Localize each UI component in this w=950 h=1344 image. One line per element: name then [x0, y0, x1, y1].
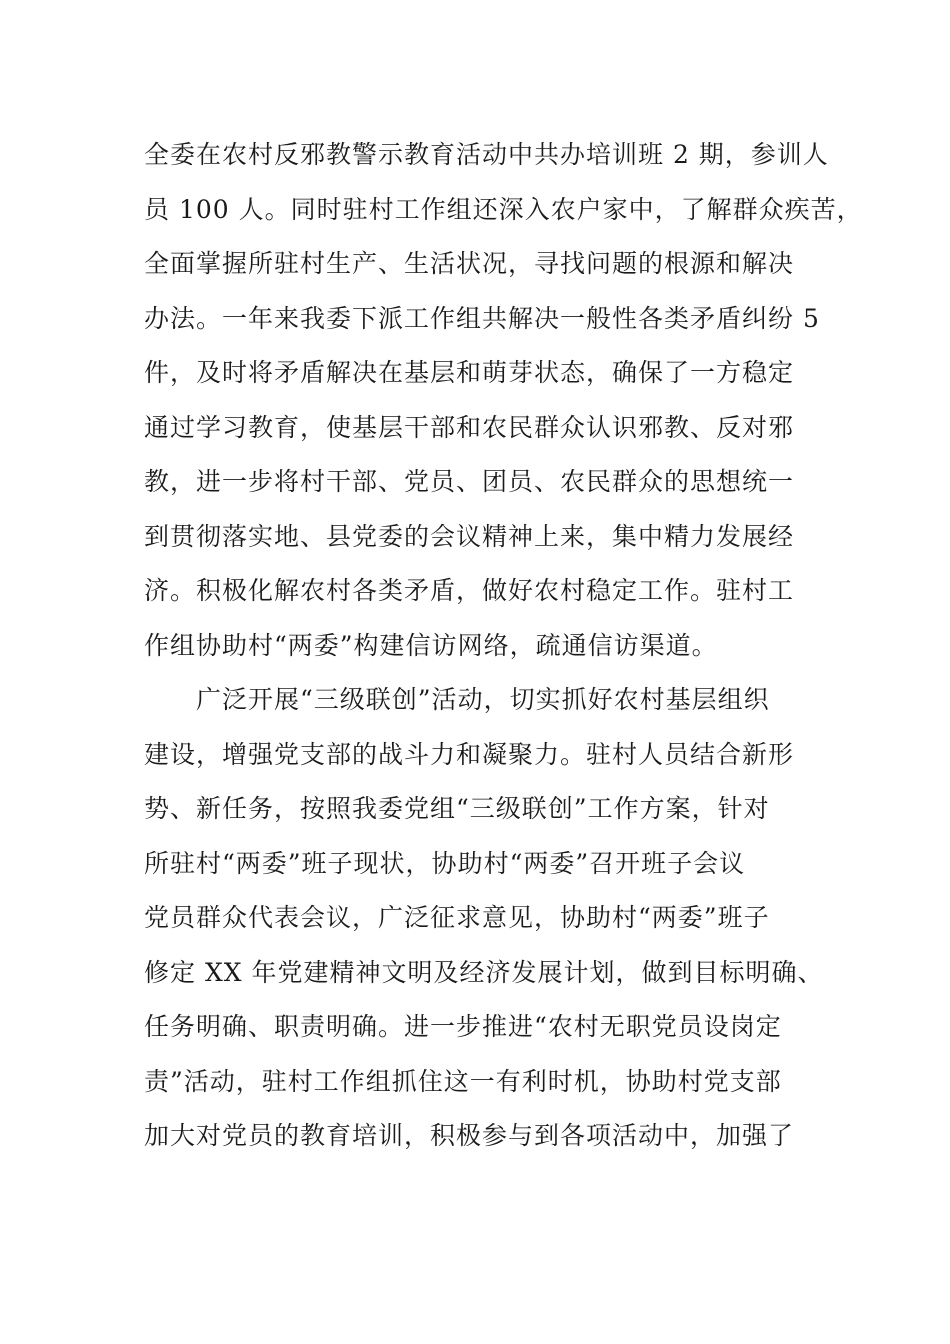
text-line: 济。积极化解农村各类矛盾，做好农村稳定工作。驻村工: [144, 576, 795, 605]
document-body: [144, 128, 863, 1164]
text-line: 党员群众代表会议，广泛征求意见，协助村“两委”班子: [144, 903, 770, 932]
text-line: 全委在农村反邪教警示教育活动中共办培训班 2 期，参训人: [144, 140, 829, 169]
text-line: 员 100 人。同时驻村工作组还深入农户家中，了解群众疾苦，: [144, 194, 863, 224]
text-line: 建设，增强党支部的战斗力和凝聚力。驻村人员结合新形: [144, 739, 795, 769]
text-line: 任务明确、职责明确。进一步推进“农村无职党员设岗定: [144, 1012, 782, 1041]
text-line: 教，进一步将村干部、党员、团员、农民群众的思想统一: [144, 467, 795, 496]
text-line: 到贯彻落实地、县党委的会议精神上来，集中精力发展经: [144, 521, 795, 551]
text-line: 所驻村“两委”班子现状，协助村“两委”召开班子会议: [144, 848, 746, 878]
text-line: 势、新任务，按照我委党组“三级联创”工作方案，针对: [144, 794, 770, 823]
text-line: 修定 XX 年党建精神文明及经济发展计划，做到目标明确、: [144, 957, 824, 987]
text-line: 通过学习教育，使基层干部和农民群众认识邪教、反对邪: [144, 412, 795, 442]
text-line: 办法。一年来我委下派工作组共解决一般性各类矛盾纠纷 5: [144, 303, 820, 333]
text-line: 广泛开展“三级联创”活动，切实抓好农村基层组织: [144, 685, 770, 714]
text-line: 件，及时将矛盾解决在基层和萌芽状态，确保了一方稳定: [144, 358, 795, 387]
text-line: 全面掌握所驻村生产、生活状况，寻找问题的根源和解决: [144, 249, 795, 278]
text-line: 责”活动，驻村工作组抓住这一有利时机，协助村党支部: [144, 1066, 782, 1096]
text-line: 作组协助村“两委”构建信访网络，疏通信访渠道。: [144, 630, 718, 660]
text-line: 加大对党员的教育培训，积极参与到各项活动中，加强了: [144, 1121, 795, 1150]
